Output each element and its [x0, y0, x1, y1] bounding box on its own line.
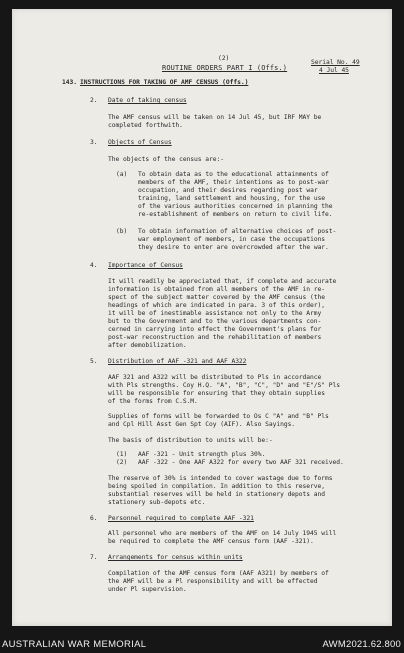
item-4-line: It will readily be appreciated that, if complete and accurate: [108, 278, 337, 285]
footer-credit: AUSTRALIAN WAR MEMORIAL: [2, 639, 147, 650]
item-6-line: All personnel who are members of the AMF on 14 July 1945 will: [108, 530, 337, 537]
item-4-line: it will be of inestimable assistance not only to the Army: [108, 310, 322, 317]
item-2-number: 2.: [90, 97, 98, 104]
footer-bar: [0, 636, 404, 653]
item-7-line: the AMF will be a Pl responsibility and will be effected: [108, 578, 318, 585]
distribution-label: (1): [116, 451, 128, 458]
item-3-number: 3.: [90, 139, 98, 146]
item-7-number: 7.: [90, 554, 98, 561]
document-page: [12, 9, 392, 626]
item-5-basis: The basis of distribution to units will be:-: [108, 437, 273, 444]
item-3a-line: members of the AMF, their intentions as to post-war: [138, 179, 329, 186]
item-3a-line: of the various authorities concerned in planning the: [138, 203, 333, 210]
item-5-line: with Pls strengths. Coy H.Q. "A", "B", "C", "D" and "E"/S" Pls: [108, 382, 340, 389]
item-5-para3-line: being spoiled in compilation. In addition to this reserve,: [108, 483, 325, 490]
item-5-para3-line: stationery sub-depots etc.: [108, 499, 206, 506]
item-5-para3-line: substantial reserves will be held in stationery depots and: [108, 491, 325, 498]
item-7-line: under Pl supervision.: [108, 586, 187, 593]
distribution-text: AAF -321 - Unit strength plus 30%.: [138, 451, 266, 458]
item-5-number: 5.: [90, 358, 98, 365]
item-6-heading: Personnel required to complete AAF -321: [108, 515, 254, 522]
item-5-para2-line: and Cpl Hill Asst Gen Spt Coy (AIF). Also Sayings.: [108, 421, 296, 428]
item-4-heading: Importance of Census: [108, 262, 183, 269]
item-3a-line: training, land settlement and housing, for the use: [138, 195, 326, 202]
item-2-line: The AMF census will be taken on 14 Jul 45, but IRF MAY be: [108, 114, 322, 121]
item-5-line: AAF 321 and A322 will be distributed to Pls in accordance: [108, 374, 322, 381]
document-date: 4 Jul 45: [319, 67, 349, 74]
item-2-heading: Date of taking census: [108, 97, 187, 104]
distribution-text: AAF -322 - One AAF A322 for every two AAF 321 received.: [138, 459, 344, 466]
item-3-intro: The objects of the census are:-: [108, 156, 224, 163]
item-3b-line: war employment of members, in case the occupations: [138, 236, 326, 243]
item-4-line: headings of which are indicated in para. 3 of this order),: [108, 302, 325, 309]
item-5-para2-line: Supplies of forms will be forwarded to Os C "A" and "B" Pls: [108, 413, 329, 420]
section-heading: INSTRUCTIONS FOR TAKING OF AMF CENSUS (Offs.): [80, 79, 249, 86]
item-7-heading: Arrangements for census within units: [108, 554, 243, 561]
item-6-line: be required to complete the AMF census form (AAF -321).: [108, 538, 314, 545]
section-number: 143.: [62, 79, 77, 86]
item-2-line: completed forthwith.: [108, 122, 183, 129]
item-4-line: but to the Government and to the various departments con-: [108, 318, 322, 325]
page-number: (2): [218, 55, 230, 62]
distribution-label: (2): [116, 459, 128, 466]
item-3a-line: occupation, and their desires regarding post war: [138, 187, 318, 194]
item-3a-label: (a): [116, 171, 128, 178]
item-3b-line: To obtain information of alternative choices of post-: [138, 228, 337, 235]
item-3a-line: To obtain data as to the educational attainments of: [138, 171, 329, 178]
item-4-line: spect of the subject matter covered by the AMF census (the: [108, 294, 325, 301]
item-3b-line: they desire to enter are overcrowded after the war.: [138, 244, 329, 251]
item-4-line: after demobilization.: [108, 342, 187, 349]
item-4-line: post-war reconstruction and the rehabilitation of members: [108, 334, 322, 341]
item-7-line: Compilation of the AMF census form (AAF A321) by members of: [108, 570, 329, 577]
document-title: ROUTINE ORDERS PART I (Offs.): [162, 64, 288, 72]
item-3-heading: Objects of Census: [108, 139, 172, 146]
footer-accession-number: AWM2021.62.800: [322, 639, 401, 650]
item-3b-label: (b): [116, 228, 128, 235]
item-6-number: 6.: [90, 515, 98, 522]
item-5-line: of the forms from C.S.M.: [108, 398, 198, 405]
item-4-line: information is obtained from all members of the AMF in re-: [108, 286, 325, 293]
item-5-heading: Distribution of AAF -321 and AAF A322: [108, 358, 247, 365]
item-4-number: 4.: [90, 262, 98, 269]
item-4-line: cerned in carrying into effect the Government's plans for: [108, 326, 322, 333]
item-3a-line: re-establishment of members on return to civil life.: [138, 211, 333, 218]
item-5-para3-line: The reserve of 30% is intended to cover wastage due to forms: [108, 475, 333, 482]
serial-number: Serial No. 49: [311, 59, 360, 66]
item-5-line: will be responsible for ensuring that they obtain supplies: [108, 390, 325, 397]
